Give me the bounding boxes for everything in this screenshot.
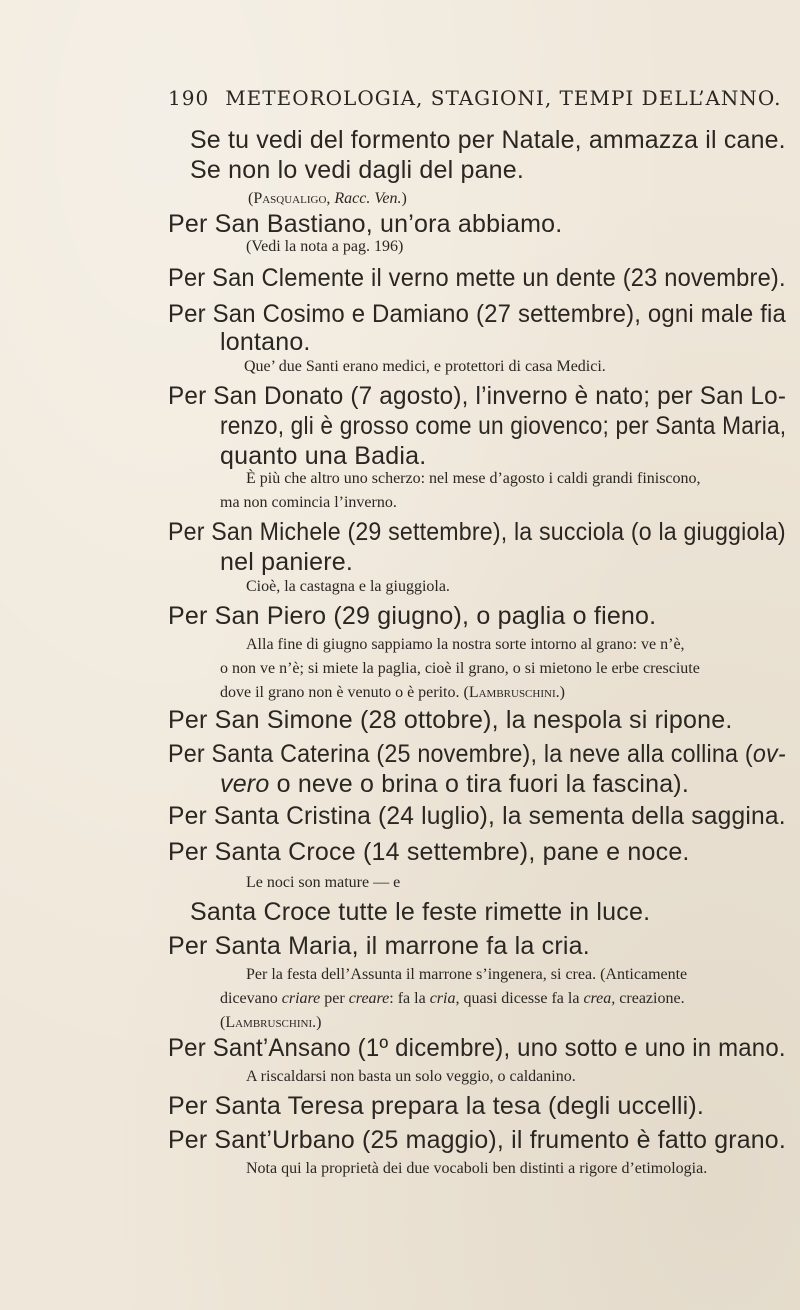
proverb-line: Per Sant’Ansano (1º dicembre), uno sotto e uno in mano. (168, 1034, 786, 1062)
proverb-line: Per Sant’Urbano (25 maggio), il frumento è fatto grano. (168, 1126, 786, 1154)
proverb-line: Per San Clemente il verno mette un dente (23 novembre). (168, 264, 786, 292)
proverb-line: Se non lo vedi dagli del pane. (190, 156, 525, 184)
note-line: (Vedi la nota a pag. 196) (246, 238, 404, 255)
proverb-line: nel paniere. (220, 548, 354, 576)
running-title: METEOROLOGIA, STAGIONI, TEMPI DELL’ANNO. (225, 86, 782, 110)
note-line: Per la festa dell’Assunta il marrone s’ingenera, si crea. (Anticamente (246, 966, 688, 983)
note-line: A riscaldarsi non basta un solo veggio, o caldanino. (246, 1068, 576, 1085)
page-number: 190 (168, 86, 210, 110)
note-line: dove il grano non è venuto o è perito. (Lambruschini.) (220, 684, 565, 701)
note-line: dicevano criare per creare: fa la cria, quasi dicesse fa la crea, creazione. (220, 990, 685, 1007)
proverb-line: renzo, gli è grosso come un giovenco; per Santa Maria, (220, 412, 787, 440)
running-header (168, 86, 782, 110)
proverb-line: Per San Bastiano, un’ora abbiamo. (168, 210, 563, 238)
note-line: ma non comincia l’inverno. (220, 494, 397, 511)
proverb-line: Per San Donato (7 agosto), l’inverno è nato; per San Lo- (168, 382, 787, 410)
proverb-line: Per San Cosimo e Damiano (27 settembre), ogni male fia (168, 300, 787, 328)
proverb-line: Per San Simone (28 ottobre), la nespola si ripone. (168, 706, 733, 734)
note-line: Que’ due Santi erano medici, e protettori di casa Medici. (244, 358, 606, 375)
proverb-line: Per Santa Croce (14 settembre), pane e noce. (168, 838, 690, 866)
proverb-line: Per Santa Caterina (25 novembre), la neve alla collina (ov- (168, 740, 786, 768)
proverb-line: Per San Michele (29 settembre), la succiola (o la giuggiola) (168, 518, 786, 546)
proverb-line: Se tu vedi del formento per Natale, ammazza il cane. (190, 126, 786, 154)
source-citation: (Pasqualigo, Racc. Ven.) (248, 190, 407, 207)
note-line: (Lambruschini.) (220, 1014, 322, 1031)
proverb-line: Per Santa Teresa prepara la tesa (degli uccelli). (168, 1092, 705, 1120)
proverb-line: vero o neve o brina o tira fuori la fascina). (220, 770, 689, 798)
proverb-line: Per Santa Cristina (24 luglio), la sementa della saggina. (168, 802, 786, 830)
note-line: o non ve n’è; si miete la paglia, cioè il grano, o si mietono le erbe cresciute (220, 660, 700, 677)
proverb-line: quanto una Badia. (220, 442, 427, 470)
proverb-line: Santa Croce tutte le feste rimette in luce. (190, 898, 651, 926)
proverb-line: Per Santa Maria, il marrone fa la cria. (168, 932, 590, 960)
proverb-line: Per San Piero (29 giugno), o paglia o fieno. (168, 602, 657, 630)
proverb-line: lontano. (220, 328, 311, 356)
note-line: Alla fine di giugno sappiamo la nostra sorte intorno al grano: ve n’è, (246, 636, 685, 653)
note-line: È più che altro uno scherzo: nel mese d’agosto i caldi grandi finiscono, (246, 470, 701, 487)
note-line: Nota qui la proprietà dei due vocaboli ben distinti a rigore d’etimologia. (246, 1160, 708, 1177)
note-line: Le noci son mature — e (246, 874, 401, 891)
note-line: Cioè, la castagna e la giuggiola. (246, 578, 450, 595)
